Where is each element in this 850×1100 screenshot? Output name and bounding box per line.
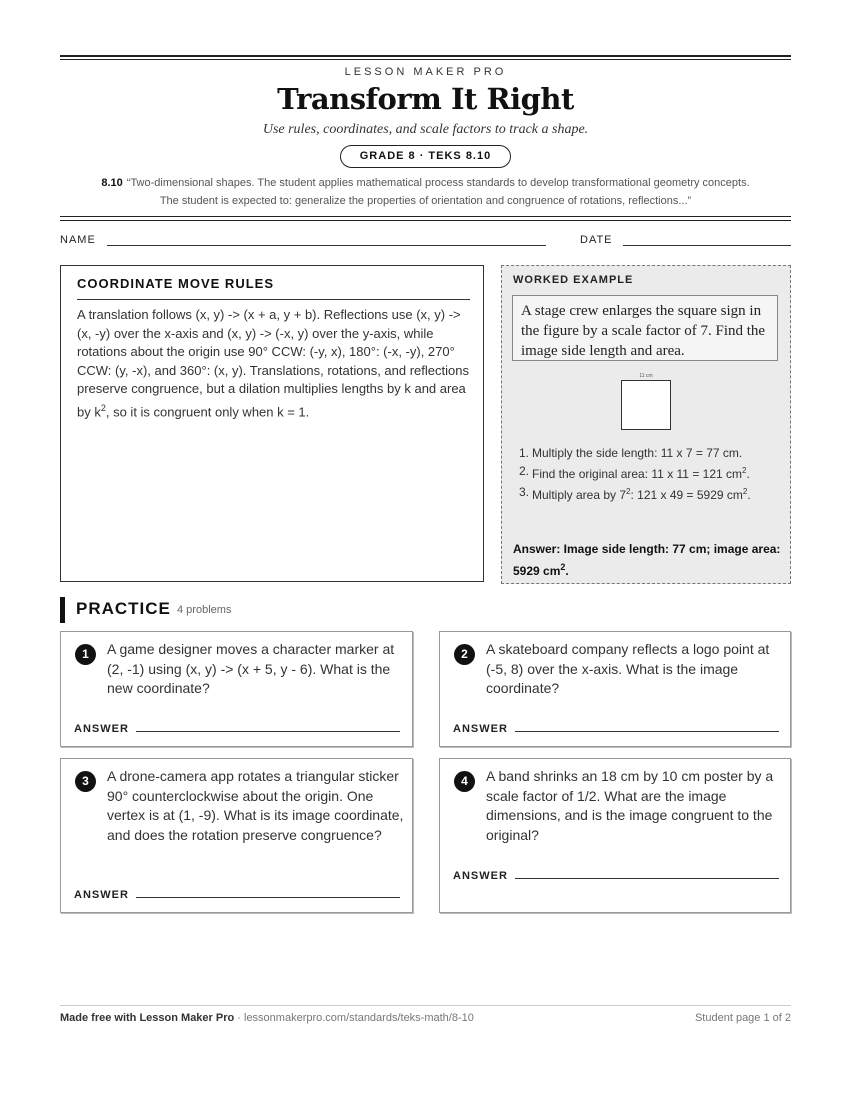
practice-title: PRACTICE [76,599,171,618]
step-superscript: 2 [626,487,631,496]
worked-example-steps [513,444,781,504]
brand-label: LESSON MAKER PRO [344,66,507,78]
problem-card-2 [439,631,791,747]
answer-text: Answer: Image side length: 77 cm; image area: 5929 cm [513,542,781,578]
square-sign-figure [621,380,671,430]
step-text: Find the original area: 11 x 11 = 121 cm [532,467,743,481]
rules-text-main: A translation follows (x, y) -> (x + a, y + b). Reflections use (x, y) -> (x, -y) over the x-axis and (x, y) -> (-x, y) over the y-axis, while rotations about the origin use 90° CCW: (-y, x), 180°: (-x, -y), 270° CCW: (y, -x), and 360°: (x, y). Translations, rotations, and reflections preserve congruence, but a dilation multiplies lengths by k and area by k [77,307,469,420]
step-number: 3. [519,485,530,499]
name-field[interactable] [107,245,546,246]
answer-label: ANSWER [74,889,129,901]
problem-text: A drone-camera app rotates a triangular sticker 90° counterclockwise about the origin. One vertex is at (1, -9). What is its image coordinate, and does the rotation preserve congruence? [107,768,404,843]
practice-count: 4 problems [177,604,232,616]
worked-example-heading: WORKED EXAMPLE [513,274,634,286]
answer-field[interactable] [515,731,779,732]
problem-number-badge: 2 [454,644,475,665]
answer-label: ANSWER [453,723,508,735]
rules-panel [60,265,484,582]
rules-heading: COORDINATE MOVE RULES [77,276,274,291]
problem-text: A game designer moves a character marker at (2, -1) using (x, y) -> (x + 5, y - 6). What is the new coordinate? [107,641,395,696]
divider-rule-2 [60,220,791,221]
answer-label: ANSWER [74,723,129,735]
header-rule-thick [60,55,791,57]
footer-made-with: Made free with Lesson Maker Pro [60,1012,235,1024]
step-superscript: 2 [742,466,747,475]
step-text: Multiply the side length: 11 x 7 = 77 cm. [532,446,743,460]
step-text-middle: : 121 x 49 = 5929 cm [630,488,743,502]
answer-field[interactable] [136,897,400,898]
problem-number-badge: 3 [75,771,96,792]
answer-field[interactable] [136,731,400,732]
figure-dimension-label: 11 cm [639,373,653,379]
footer-credit [60,1012,474,1024]
step-number: 1. [519,446,530,460]
name-label: NAME [60,234,96,246]
page-title: Transform It Right [277,82,574,116]
worked-example-answer [513,540,781,580]
step-text-end: . [747,488,751,502]
step-item [513,483,781,504]
step-text-end: . [746,467,750,481]
step-superscript: 2 [742,487,748,496]
problem-card-1 [60,631,413,747]
rules-text [77,306,473,422]
practice-accent-bar [60,597,65,623]
standard-text-line-1: “Two-dimensional shapes. The student applies mathematical process standards to develop transformational geometry concepts. [126,177,750,189]
grade-badge: GRADE 8 · TEKS 8.10 [340,145,511,168]
answer-field[interactable] [515,878,779,879]
problem-number-badge: 4 [454,771,475,792]
step-number: 2. [519,464,530,478]
problem-card-4 [439,758,791,913]
footer-rule [60,1005,791,1006]
answer-superscript: 2 [560,562,566,572]
problem-text: A skateboard company reflects a logo point at (-5, 8) over the x-axis. What is the image coordinate? [486,641,770,696]
problem-number-badge: 1 [75,644,96,665]
step-item [513,444,781,462]
step-item [513,462,781,483]
problem-card-3 [60,758,413,913]
footer-page-number: Student page 1 of 2 [694,1012,791,1024]
page-subtitle: Use rules, coordinates, and scale factors to track a shape. [262,122,589,137]
standard-text-line-2: The student is expected to: generalize the properties of orientation and congruence of rotations, reflections...” [159,195,692,207]
rules-text-superscript: 2 [100,402,106,413]
footer-url[interactable]: · lessonmakerpro.com/standards/teks-math/8-10 [234,1012,474,1024]
step-text: Multiply area by 7 [532,488,627,502]
standard-statement [60,174,791,210]
standard-code: 8.10 [101,177,123,189]
problem-text: A band shrinks an 18 cm by 10 cm poster by a scale factor of 1/2. What are the image dimensions, and is the image congruent to the original? [486,768,774,843]
divider-rule-1 [60,216,791,217]
date-label: DATE [580,234,613,246]
worked-example-panel [501,265,791,584]
rules-heading-rule [77,299,470,300]
date-field[interactable] [623,245,791,246]
worked-example-prompt: A stage crew enlarges the square sign in the figure by a scale factor of 7. Find the image side length and area. [512,295,778,361]
rules-text-end: , so it is congruent only when k = 1. [105,404,310,420]
answer-label: ANSWER [453,870,508,882]
header-rule-thin [60,59,791,60]
answer-text-end: . [565,564,569,578]
